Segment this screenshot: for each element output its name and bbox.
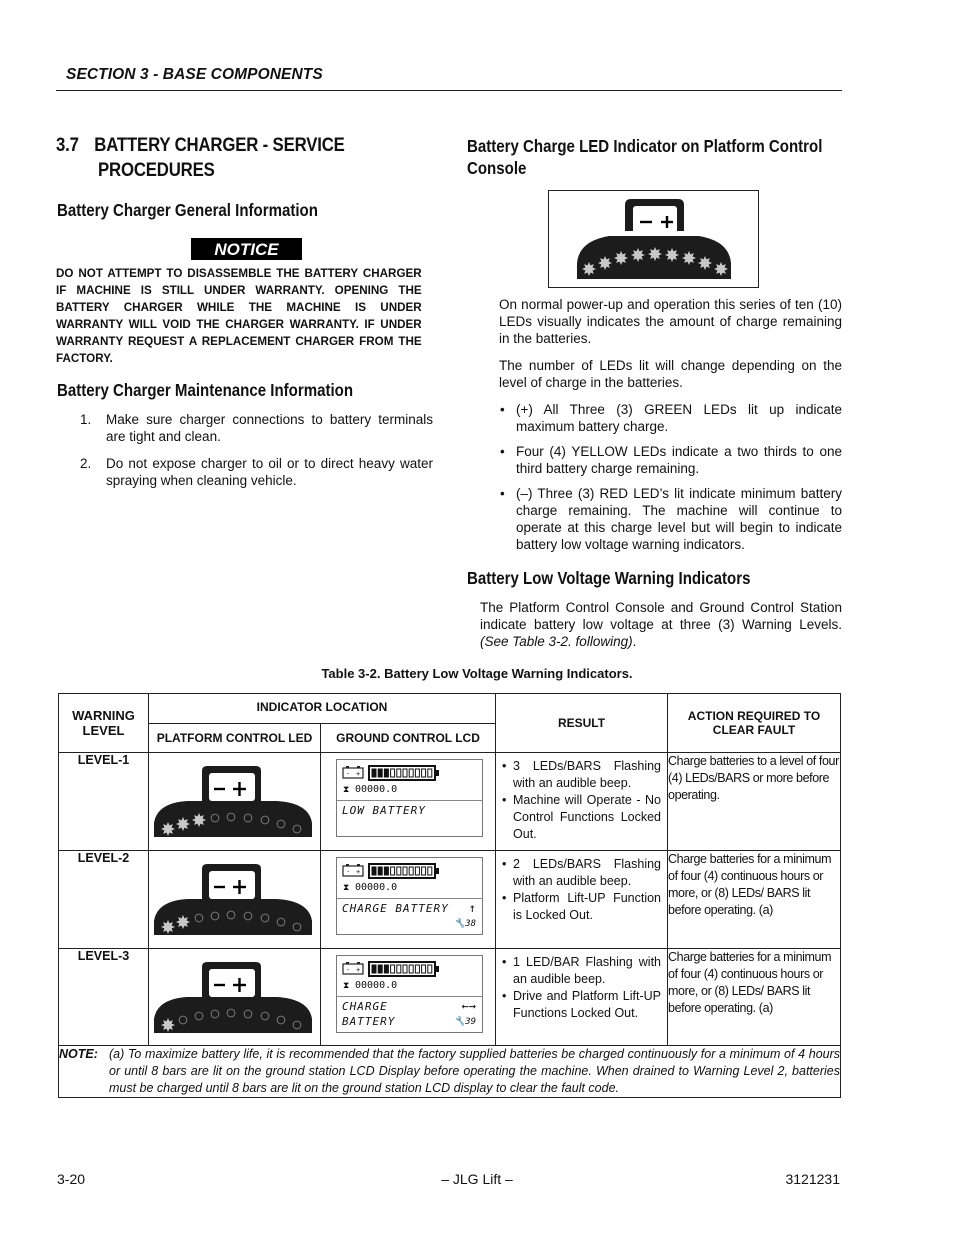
action-cell: Charge batteries for a minimum of four (4) continuous hours or more, or (8) LEDs/ BARS lit before operating. (a) xyxy=(668,851,841,949)
lcd-line1: CHARGE BATTERY xyxy=(342,902,449,915)
led-console-icon xyxy=(153,855,317,941)
section-title-line2: PROCEDURES xyxy=(98,159,215,181)
svg-text:+: + xyxy=(356,868,361,876)
table-row xyxy=(59,851,841,949)
list-item: • 3 LEDs/BARS Flashing with an audible beep. xyxy=(502,758,661,792)
svg-text:-: - xyxy=(346,770,351,778)
section-title xyxy=(56,133,345,158)
general-info-heading: Battery Charger General Information xyxy=(57,200,318,220)
result-cell xyxy=(496,753,668,851)
lcd-fault-code: 🔧38 xyxy=(453,919,476,929)
svg-text:+: + xyxy=(356,966,361,974)
svg-text:+: + xyxy=(356,770,361,778)
platform-led-cell xyxy=(149,753,321,851)
platform-led-cell xyxy=(149,949,321,1046)
list-item: • 1 LED/BAR Flashing with an audible beep. xyxy=(502,954,661,988)
header-ground-lcd: GROUND CONTROL LCD xyxy=(321,724,496,753)
platform-led-cell xyxy=(149,851,321,949)
list-item: 2. Do not expose charger to oil or to direct heavy water spraying when cleaning vehicle. xyxy=(80,456,433,488)
list-item: • (+) All Three (3) GREEN LEDs lit up indicate maximum battery charge. xyxy=(499,401,842,435)
note-text: (a) To maximize battery life, it is recommended that the factory supplied batteries be charged continuously for a minimum of 4 hours or until 8 bars are lit on the ground station LCD Display before operating the machine. When drained to Warning Level 2, batteries must be charged until 8 bars are lit on the ground station LCD display to clear the fault code. xyxy=(109,1047,841,1095)
section-header: SECTION 3 - BASE COMPONENTS xyxy=(66,66,323,83)
list-item: • 2 LEDs/BARS Flashing with an audible beep. xyxy=(502,856,661,890)
section-title-line1: BATTERY CHARGER - SERVICE xyxy=(94,134,345,156)
led-bullets xyxy=(499,401,842,561)
header-indicator-location: INDICATOR LOCATION xyxy=(149,694,496,724)
hour-meter: 00000.0 xyxy=(355,980,398,991)
led-indicator-heading: Battery Charge LED Indicator on Platform Control Console xyxy=(467,136,823,178)
table-row xyxy=(59,753,841,851)
wrench-icon: 🔧 xyxy=(453,919,466,929)
hourglass-icon: ⧗ xyxy=(343,883,350,893)
wrench-icon: 🔧 xyxy=(453,1017,466,1027)
battery-icon xyxy=(342,765,366,779)
lcd-message-box xyxy=(337,898,482,935)
lcd-display xyxy=(336,857,483,935)
lcd-message-box xyxy=(337,996,482,1033)
lcd-message-box xyxy=(337,800,482,837)
header-rule xyxy=(56,90,842,91)
warning-level-cell: LEVEL-2 xyxy=(59,851,149,949)
list-item: • Drive and Platform Lift-UP Functions Locked Out. xyxy=(502,988,661,1022)
list-item: 1. Make sure charger connections to battery terminals are tight and clean. xyxy=(80,412,433,444)
led-paragraph-1: On normal power-up and operation this series of ten (10) LEDs visually indicates the amount of charge remaining in the batteries. xyxy=(499,297,842,346)
ground-lcd-cell xyxy=(321,949,496,1046)
lcd-line2: BATTERY xyxy=(342,1015,396,1028)
table-note xyxy=(59,1046,841,1098)
list-item: • Machine will Operate - No Control Functions Locked Out. xyxy=(502,792,661,843)
note-label: NOTE: xyxy=(59,1047,98,1061)
led-paragraph-2: The number of LEDs lit will change depending on the level of charge in the batteries. xyxy=(499,358,842,390)
table-row xyxy=(59,949,841,1046)
lcd-arrow-icon: ↑ xyxy=(468,901,476,915)
list-item: • Four (4) YELLOW LEDs indicate a two thirds to one third battery charge remaining. xyxy=(499,443,842,477)
action-cell: Charge batteries to a level of four (4) LEDs/BARS or more before operating. xyxy=(668,753,841,851)
low-voltage-paragraph: The Platform Control Console and Ground Control Station indicate battery low voltage at three (3) Warning Levels. (See Table 3-2. following). xyxy=(480,600,842,649)
battery-icon xyxy=(342,863,366,877)
warning-level-cell: LEVEL-1 xyxy=(59,753,149,851)
lcd-arrow-icon: ←→ xyxy=(461,999,476,1013)
result-cell xyxy=(496,949,668,1046)
lcd-fault-code: 🔧39 xyxy=(453,1017,476,1027)
lcd-display xyxy=(336,759,483,837)
led-console-icon xyxy=(153,757,317,843)
warning-table xyxy=(58,693,841,1098)
notice-badge: NOTICE xyxy=(191,238,302,260)
notice-text: DO NOT ATTEMPT TO DISASSEMBLE THE BATTERY CHARGER IF MACHINE IS STILL UNDER WARRANTY. OPENING THE BATTERY CHARGER WHILE THE MACHINE IS UNDER WARRANTY WILL VOID THE CHARGER WARRANTY. IF UNDER WARRANTY REQUEST A REPLACEMENT CHARGER FROM THE FACTORY. xyxy=(56,266,422,365)
footer-brand: – JLG Lift – xyxy=(441,1171,513,1187)
maintenance-steps xyxy=(56,411,433,499)
table-caption: Table 3-2. Battery Low Voltage Warning Indicators. xyxy=(321,666,633,681)
ground-lcd-cell xyxy=(321,753,496,851)
hourglass-icon: ⧗ xyxy=(343,981,350,991)
doc-number: 3121231 xyxy=(785,1171,840,1187)
header-action: ACTION REQUIRED TO CLEAR FAULT xyxy=(668,694,841,753)
header-result: RESULT xyxy=(496,694,668,753)
low-voltage-heading: Battery Low Voltage Warning Indicators xyxy=(467,568,751,588)
battery-icon xyxy=(342,961,366,975)
warning-level-cell: LEVEL-3 xyxy=(59,949,149,1046)
led-console-icon xyxy=(549,191,758,287)
maintenance-heading: Battery Charger Maintenance Information xyxy=(57,380,354,400)
battery-gauge xyxy=(368,961,440,977)
header-warning-level: WARNING LEVEL xyxy=(59,694,149,753)
hour-meter: 00000.0 xyxy=(355,882,398,893)
list-item: • (–) Three (3) RED LED’s lit indicate minimum battery charge remaining. The machine will continue to operate at this charge level but will begin to indicate battery low voltage warning indicators. xyxy=(499,485,842,553)
header-platform-led: PLATFORM CONTROL LED xyxy=(149,724,321,753)
page-number: 3-20 xyxy=(57,1171,86,1187)
action-cell: Charge batteries for a minimum of four (4) continuous hours or more, or (8) LEDs/ BARS lit before operating. (a) xyxy=(668,949,841,1046)
svg-text:-: - xyxy=(346,966,351,974)
led-indicator-figure xyxy=(548,190,759,288)
ground-lcd-cell xyxy=(321,851,496,949)
svg-text:-: - xyxy=(346,868,351,876)
hourglass-icon: ⧗ xyxy=(343,785,350,795)
lcd-display xyxy=(336,955,483,1033)
battery-gauge xyxy=(368,765,440,781)
section-number: 3.7 xyxy=(56,134,79,156)
hour-meter: 00000.0 xyxy=(355,784,398,795)
led-console-icon xyxy=(153,953,317,1039)
result-cell xyxy=(496,851,668,949)
battery-gauge xyxy=(368,863,440,879)
list-item: • Platform Lift-UP Function is Locked Out. xyxy=(502,890,661,924)
lcd-line1: CHARGE xyxy=(342,1000,388,1013)
lcd-line1: LOW BATTERY xyxy=(342,804,426,817)
